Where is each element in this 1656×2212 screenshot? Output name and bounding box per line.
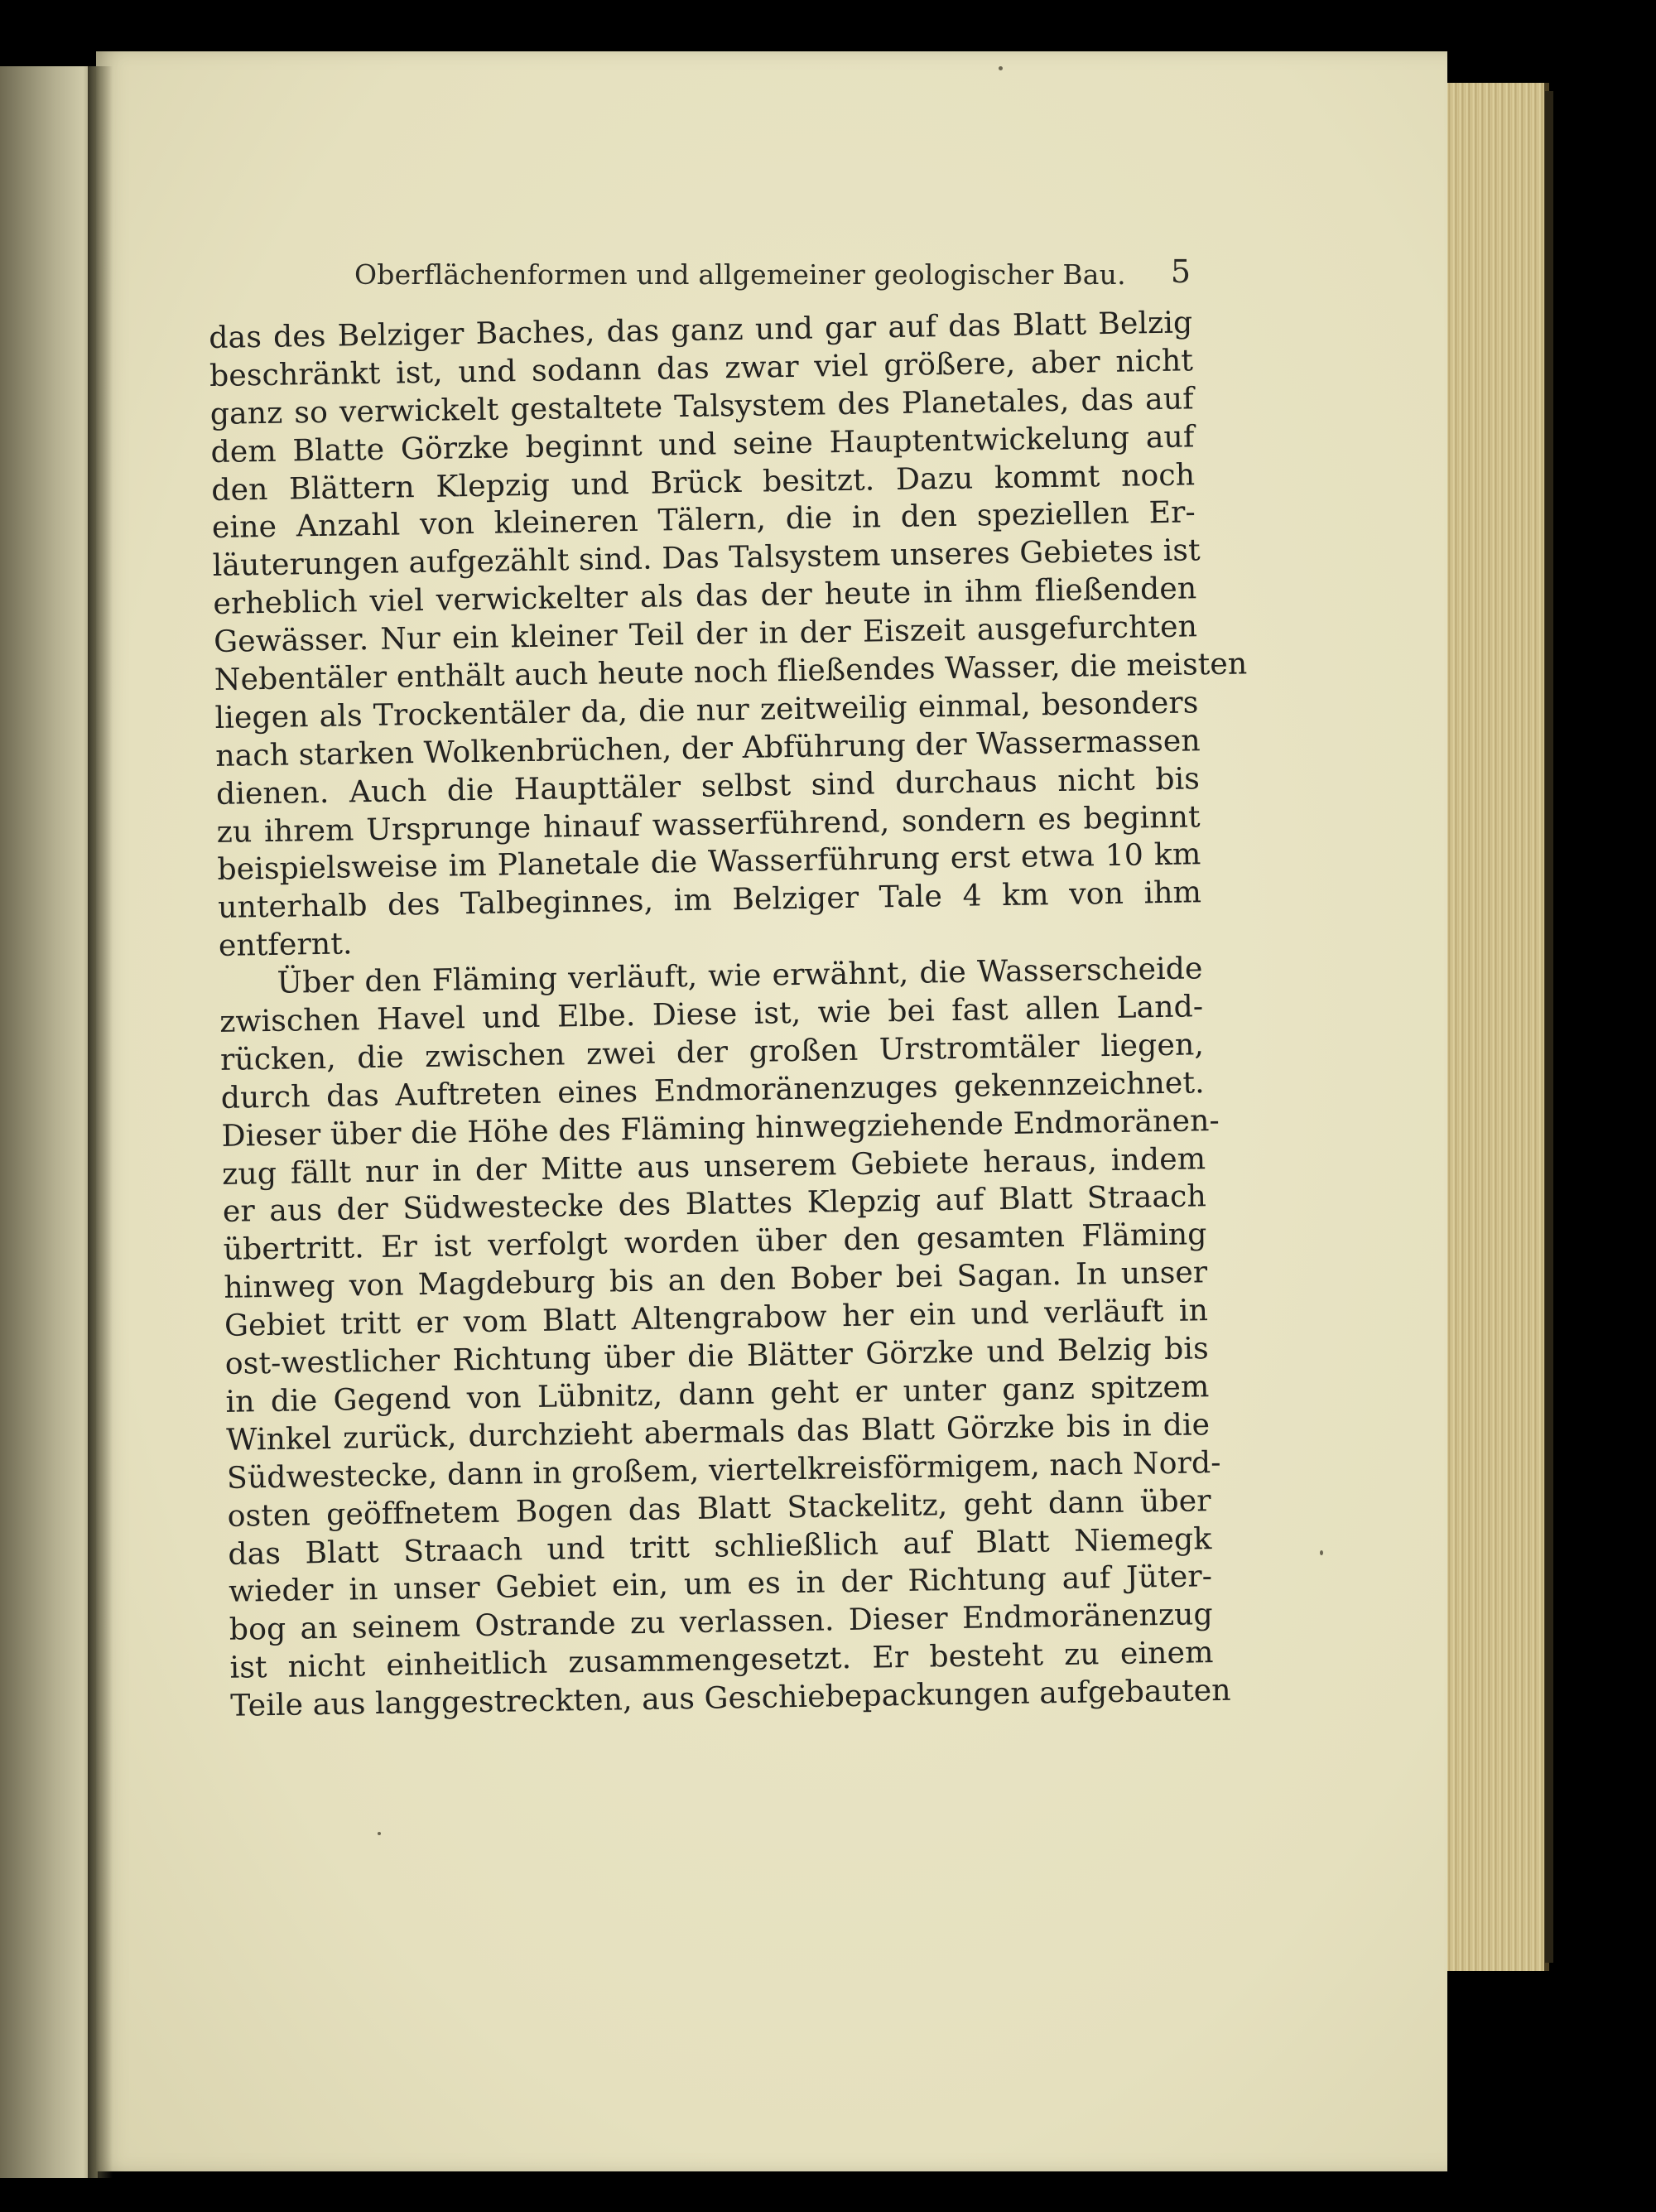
text-line: Gebiet tritt er vom Blatt Altengrabow her ein und verläuft in [224,1292,1209,1344]
text-line: beispielsweise im Planetale die Wasserführung erst etwa 10 km [217,836,1201,888]
text-line: Teile aus langgestreckten, aus Geschiebepackungen aufgebauten [229,1671,1231,1723]
text-line: ost-westlicher Richtung über die Blätter Görzke und Belzig bis [224,1330,1210,1381]
page-number: 5 [1170,253,1191,290]
text-line: rücken, die zwischen zwei der großen Urstromtäler liegen, [219,1026,1205,1077]
body-text [209,303,1248,1724]
text-line: osten geöffnetem Bogen das Blatt Stackelitz, geht dann über [227,1482,1211,1534]
text-line: eine Anzahl von kleineren Tälern, die in den speziellen Er- [211,494,1196,546]
text-line: Dieser über die Höhe des Fläming hinwegziehende Endmoränen- [221,1101,1220,1154]
text-line: wieder in unser Gebiet ein, um es in der Richtung auf Jüter- [228,1558,1213,1610]
left-facing-page-edge [0,66,98,2178]
text-line: den Blättern Klepzig und Brück besitzt. Dazu kommt noch [210,455,1196,508]
text-line: das des Belziger Baches, das ganz und gar auf das Blatt Belzig [209,304,1193,355]
text-line: Über den Fläming verläuft, wie erwähnt, die Wasserscheide [277,950,1203,1000]
text-line: Südwestecke, dann in großem, viertelkreisförmigem, nach Nord- [226,1443,1221,1496]
text-line: hinweg von Magdeburg bis an den Bober bei Sagan. In unser [224,1254,1208,1306]
running-head: Oberflächenformen und allgemeiner geologischer Bau. [354,258,1126,291]
text-line: in die Gegend von Lübnitz, dann geht er unter ganz spitzem [225,1368,1210,1419]
text-line: bog an seinem Ostrande zu verlassen. Dieser Endmoränenzug [229,1596,1214,1648]
book-cover-edge [1545,91,1553,1963]
text-line: Gewässer. Nur ein kleiner Teil der in der Eiszeit ausgefurchten [213,608,1198,660]
page-edges-stack [1445,83,1549,1971]
page-header [354,248,1191,298]
text-line: unterhalb des Talbeginnes, im Belziger Tale 4 km von ihm [217,874,1202,926]
text-line: liegen als Trockentäler da, die nur zeitweilig einmal, besonders [214,684,1199,735]
paper-speck [999,66,1003,70]
paper-speck [1320,1550,1323,1555]
text-line: ganz so verwickelt gestaltete Talsystem des Planetales, das auf [209,380,1194,431]
text-line: zu ihrem Ursprunge hinauf wasserführend, sondern es beginnt [216,798,1201,850]
text-line: erheblich viel verwickelter als das der heute in ihm fließenden [213,570,1197,622]
page-gutter-shadow [88,66,113,2178]
text-line: Winkel zurück, durchzieht abermals das Blatt Görzke bis in die [225,1406,1211,1458]
text-line: zwischen Havel und Elbe. Diese ist, wie bei fast allen Land- [219,988,1204,1039]
text-line: dem Blatte Görzke beginnt und seine Hauptentwickelung auf [210,417,1195,470]
text-line: zug fällt nur in der Mitte aus unserem Gebiete heraus, indem [221,1140,1206,1192]
text-line: ist nicht einheitlich zusammengesetzt. Er besteht zu einem [229,1634,1214,1685]
text-line: dienen. Auch die Haupttäler selbst sind durchaus nicht bis [215,759,1201,812]
text-line: übertritt. Er ist verfolgt worden über den gesamten Fläming [223,1216,1207,1268]
text-line: er aus der Südwestecke des Blattes Klepzig auf Blatt Straach [222,1178,1207,1230]
text-line: entfernt. [218,925,353,964]
text-line: Nebentäler enthält auch heute noch fließendes Wasser, die meisten [214,645,1248,697]
text-line: läuterungen aufgezählt sind. Das Talsystem unseres Gebietes ist [212,532,1201,584]
paper-speck [378,1832,381,1835]
text-line: durch das Auftreten eines Endmoränenzuges gekennzeichnet. [220,1064,1205,1116]
text-line: nach starken Wolkenbrüchen, der Abführung der Wassermassen [214,722,1201,773]
text-line: beschränkt ist, und sodann das zwar viel größere, aber nicht [209,342,1194,393]
text-line: das Blatt Straach und tritt schließlich auf Blatt Niemegk [228,1520,1212,1572]
